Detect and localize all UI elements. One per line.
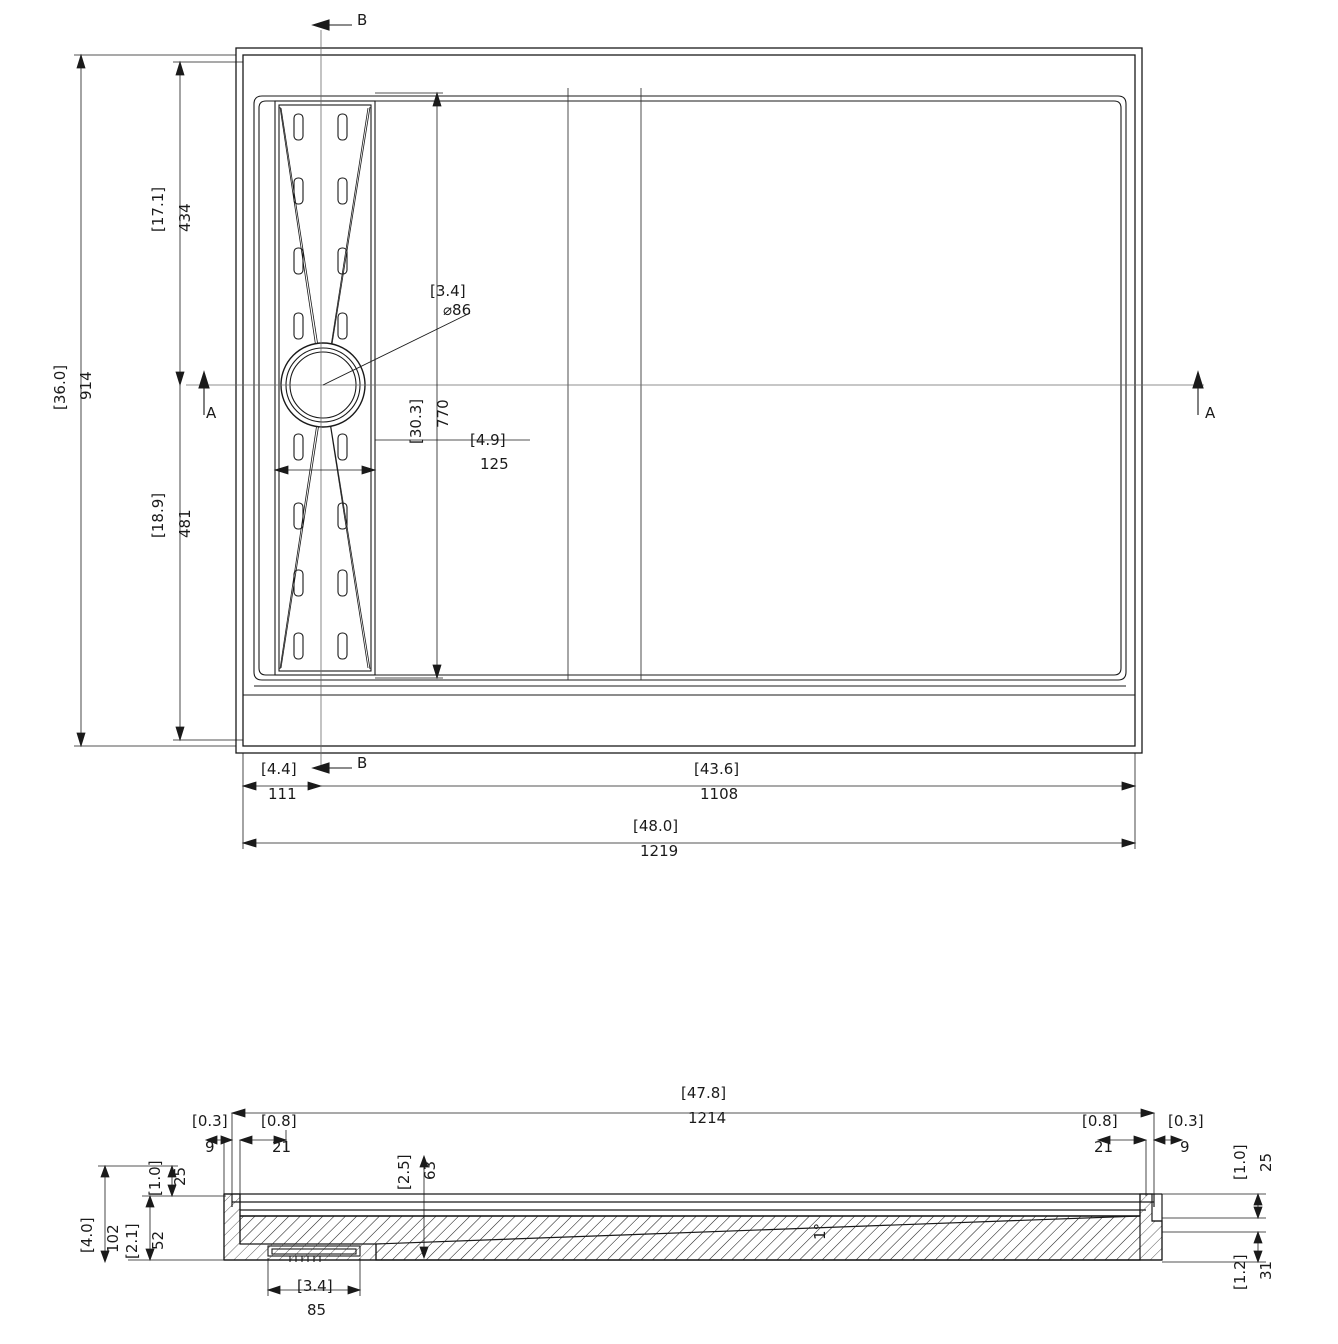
dim-value-inch: [43.6] [694,760,740,778]
section-mark-a-right: A [1205,404,1216,422]
dim-drain-opening-width: [3.4] [297,1277,333,1295]
dim-drain-opening-width-mm: 85 [307,1301,327,1319]
dim-inner-depth: [2.1] [123,1223,141,1259]
section-mark-b-top: B [357,11,368,29]
dim-value-inch: [4.4] [261,760,297,778]
dim-value-inch: [3.4] [430,282,466,300]
dim-right-base-height: [1.2] [1231,1254,1249,1290]
section-mark-b-bottom: B [357,754,368,772]
dim-drain-body-depth-mm: 63 [421,1160,439,1180]
dim-left-flange: [0.8] [261,1112,297,1130]
dim-curb-height-mm: 25 [171,1166,189,1186]
dim-value-mm: 481 [176,509,194,538]
dim-value-mm: 1219 [640,842,679,860]
dim-overall-top-width-mm: 1214 [688,1109,727,1127]
dim-value-inch: [30.3] [407,398,425,444]
dim-value-mm: ⌀86 [443,301,472,319]
dim-value-inch: [36.0] [51,364,69,410]
section-mark-a-left: A [206,404,217,422]
dim-value-mm: 770 [434,399,452,428]
dim-right-flange-mm: 21 [1094,1138,1114,1156]
dim-overall-thickness: [4.0] [78,1217,96,1253]
dim-value-inch: [4.9] [470,431,506,449]
dim-value-mm: 125 [480,455,509,473]
dim-left-flange-mm: 21 [272,1138,292,1156]
slope-angle-note: 1° [811,1222,829,1240]
dim-value-inch: [17.1] [149,186,167,232]
dim-drain-body-depth: [2.5] [395,1154,413,1190]
dim-right-edge-height-mm: 25 [1257,1152,1275,1172]
dim-left-lip-mm: 9 [205,1138,215,1156]
dim-left-lip: [0.3] [192,1112,228,1130]
dim-overall-top-width: [47.8] [681,1084,727,1102]
dim-value-mm: 111 [268,785,297,803]
dim-value-inch: [18.9] [149,492,167,538]
dim-value-mm: 914 [77,371,95,400]
dim-right-lip-mm: 9 [1180,1138,1190,1156]
dim-right-base-height-mm: 31 [1257,1260,1275,1280]
dim-right-edge-height: [1.0] [1231,1144,1249,1180]
dim-curb-height: [1.0] [146,1160,164,1196]
dim-value-mm: 434 [176,203,194,232]
dim-right-flange: [0.8] [1082,1112,1118,1130]
dim-right-lip: [0.3] [1168,1112,1204,1130]
dim-overall-thickness-mm: 102 [104,1224,122,1253]
dim-value-mm: 1108 [700,785,739,803]
dim-inner-depth-mm: 52 [149,1230,167,1250]
dim-value-inch: [48.0] [633,817,679,835]
